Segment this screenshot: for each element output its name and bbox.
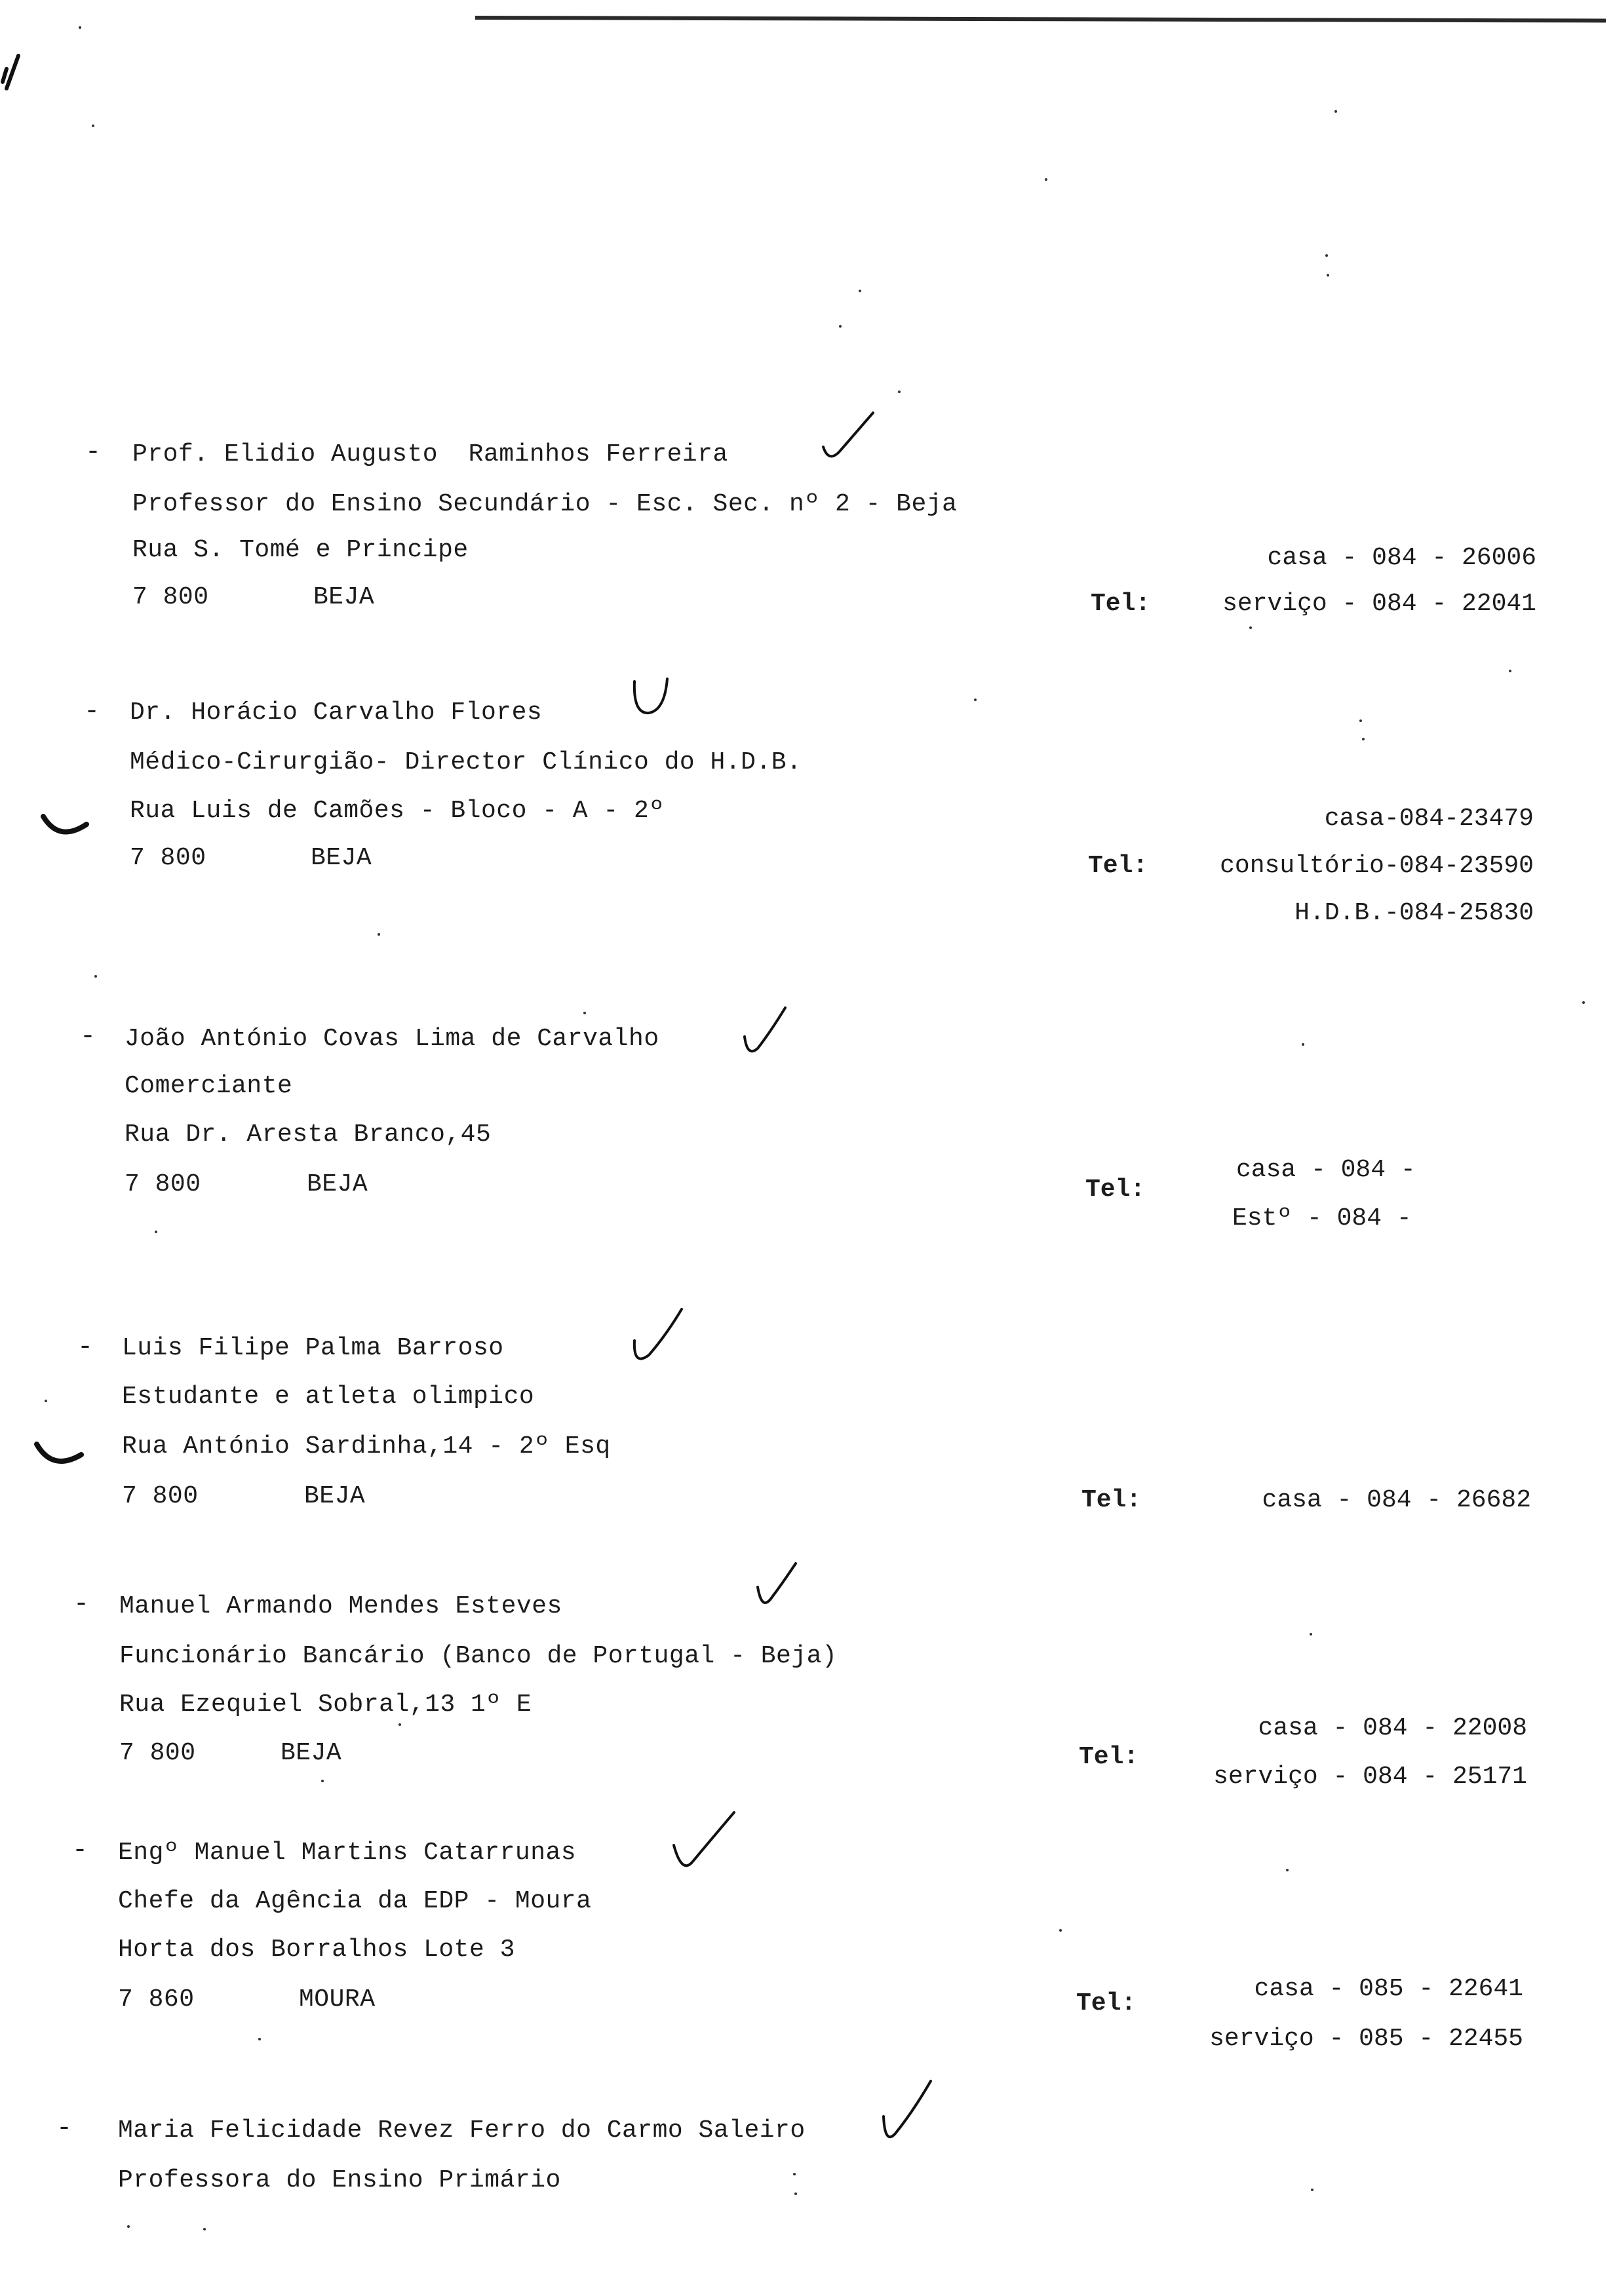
scan-speck	[1327, 274, 1329, 277]
entry-street: Rua Ezequiel Sobral,13 1º E	[119, 1691, 532, 1719]
scan-speck	[1249, 626, 1252, 629]
entry-role: Professora do Ensino Primário	[118, 2166, 561, 2194]
entry-dash: -	[85, 438, 102, 467]
scan-speck	[1059, 1929, 1062, 1932]
tel-label: Tel:	[1091, 590, 1151, 618]
scan-speck	[399, 1723, 401, 1726]
scan-speck	[1286, 1869, 1289, 1871]
scan-speck	[1045, 178, 1047, 181]
entry-city: BEJA	[311, 844, 372, 872]
phone-line: consultório-084-23590	[1220, 852, 1534, 880]
scan-speck	[45, 1400, 47, 1402]
phone-line: casa - 085 - 22641	[1254, 1975, 1523, 2003]
checkmark-icon	[741, 1003, 793, 1062]
entry-city: BEJA	[304, 1482, 366, 1510]
entry-street: Horta dos Borralhos Lote 3	[118, 1936, 515, 1964]
top-rule	[475, 16, 1606, 23]
entry-dash: -	[84, 697, 100, 727]
scan-speck	[794, 2192, 797, 2195]
entry-dash: -	[80, 1022, 96, 1052]
scan-speck	[1302, 1043, 1304, 1046]
entry-role: Chefe da Agência da EDP - Moura	[118, 1887, 592, 1915]
entry-name: Prof. Elidio Augusto Raminhos Ferreira	[132, 440, 728, 469]
corner-tick-mark	[0, 36, 26, 95]
phone-line: casa - 084 - 26682	[1262, 1486, 1531, 1514]
entry-postcode: 7 800	[125, 1170, 201, 1198]
scan-speck	[839, 325, 842, 328]
scan-speck	[1509, 670, 1511, 672]
entry-street: Rua Luis de Camões - Bloco - A - 2º	[130, 797, 665, 825]
phone-line: casa - 084 - 26006	[1267, 544, 1536, 572]
entry-role: Funcionário Bancário (Banco de Portugal - Beja)	[119, 1642, 838, 1670]
scan-speck	[79, 26, 81, 29]
checkmark-icon	[754, 1559, 806, 1612]
scan-speck	[92, 124, 94, 127]
tel-label: Tel:	[1079, 1743, 1139, 1771]
checkmark-icon	[669, 1808, 741, 1881]
scan-speck	[898, 391, 901, 393]
entry-postcode: 7 800	[132, 583, 209, 611]
tel-label: Tel:	[1081, 1486, 1142, 1514]
entry-street: Rua S. Tomé e Principe	[132, 536, 469, 564]
entry-street: Rua António Sardinha,14 - 2º Esq	[122, 1432, 611, 1461]
tel-label: Tel:	[1085, 1176, 1146, 1204]
entry-name: Dr. Horácio Carvalho Flores	[130, 698, 543, 727]
entry-city: BEJA	[281, 1739, 342, 1767]
phone-line: Estº - 084 -	[1232, 1204, 1412, 1233]
scan-speck	[321, 1780, 324, 1782]
phone-line: casa-084-23479	[1324, 805, 1534, 833]
tel-label: Tel:	[1076, 1989, 1137, 2018]
phone-line: serviço - 084 - 22041	[1222, 590, 1536, 618]
scan-speck	[127, 2225, 130, 2228]
entry-role: Médico-Cirurgião- Director Clínico do H.D.B.	[130, 748, 802, 776]
scan-speck	[1334, 110, 1337, 113]
scan-speck	[793, 2173, 796, 2175]
scan-speck	[974, 698, 977, 701]
scan-speck	[583, 1012, 586, 1014]
entry-city: BEJA	[313, 583, 375, 611]
scan-speck	[1582, 1001, 1585, 1004]
entry-street: Rua Dr. Aresta Branco,45	[125, 1120, 492, 1149]
phone-line: casa - 084 -	[1236, 1156, 1416, 1184]
scan-speck	[378, 933, 380, 936]
scan-speck	[1325, 254, 1328, 257]
entry-dash: -	[73, 1590, 90, 1619]
entry-name: Engº Manuel Martins Catarrunas	[118, 1839, 577, 1867]
tel-label: Tel:	[1088, 852, 1148, 880]
checkmark-icon	[629, 675, 675, 727]
entry-postcode: 7 860	[118, 1985, 195, 2014]
phone-line: H.D.B.-084-25830	[1294, 899, 1534, 927]
checkmark-icon	[629, 1304, 688, 1369]
entry-postcode: 7 800	[130, 844, 206, 872]
checkmark-icon	[819, 406, 878, 465]
margin-bracket-mark	[39, 806, 92, 845]
entry-role: Comerciante	[125, 1072, 293, 1100]
margin-bracket-mark	[33, 1435, 85, 1474]
entry-city: MOURA	[299, 1985, 376, 2014]
scan-speck	[94, 975, 97, 978]
scan-speck	[1359, 719, 1362, 722]
scan-speck	[203, 2228, 206, 2230]
phone-line: casa - 084 - 22008	[1258, 1714, 1527, 1742]
scan-speck	[155, 1231, 157, 1233]
checkmark-icon	[878, 2077, 937, 2149]
scan-speck	[859, 290, 861, 292]
entry-role: Professor do Ensino Secundário - Esc. Sec. nº 2 - Beja	[132, 490, 958, 518]
scan-speck	[1311, 2189, 1313, 2191]
scan-speck	[1310, 1633, 1312, 1636]
entry-dash: -	[56, 2114, 73, 2143]
scan-speck	[1362, 738, 1365, 740]
entry-name: Maria Felicidade Revez Ferro do Carmo Saleiro	[118, 2116, 806, 2145]
phone-line: serviço - 084 - 25171	[1213, 1763, 1527, 1791]
entry-name: Luis Filipe Palma Barroso	[122, 1334, 504, 1362]
phone-line: serviço - 085 - 22455	[1209, 2025, 1523, 2053]
entry-postcode: 7 800	[119, 1739, 196, 1767]
entry-city: BEJA	[307, 1170, 368, 1198]
entry-name: Manuel Armando Mendes Esteves	[119, 1592, 562, 1620]
entry-postcode: 7 800	[122, 1482, 199, 1510]
entry-dash: -	[72, 1836, 88, 1866]
entry-role: Estudante e atleta olimpico	[122, 1383, 535, 1411]
entry-dash: -	[77, 1333, 94, 1362]
scan-speck	[258, 2038, 261, 2040]
entry-name: João António Covas Lima de Carvalho	[125, 1025, 659, 1053]
